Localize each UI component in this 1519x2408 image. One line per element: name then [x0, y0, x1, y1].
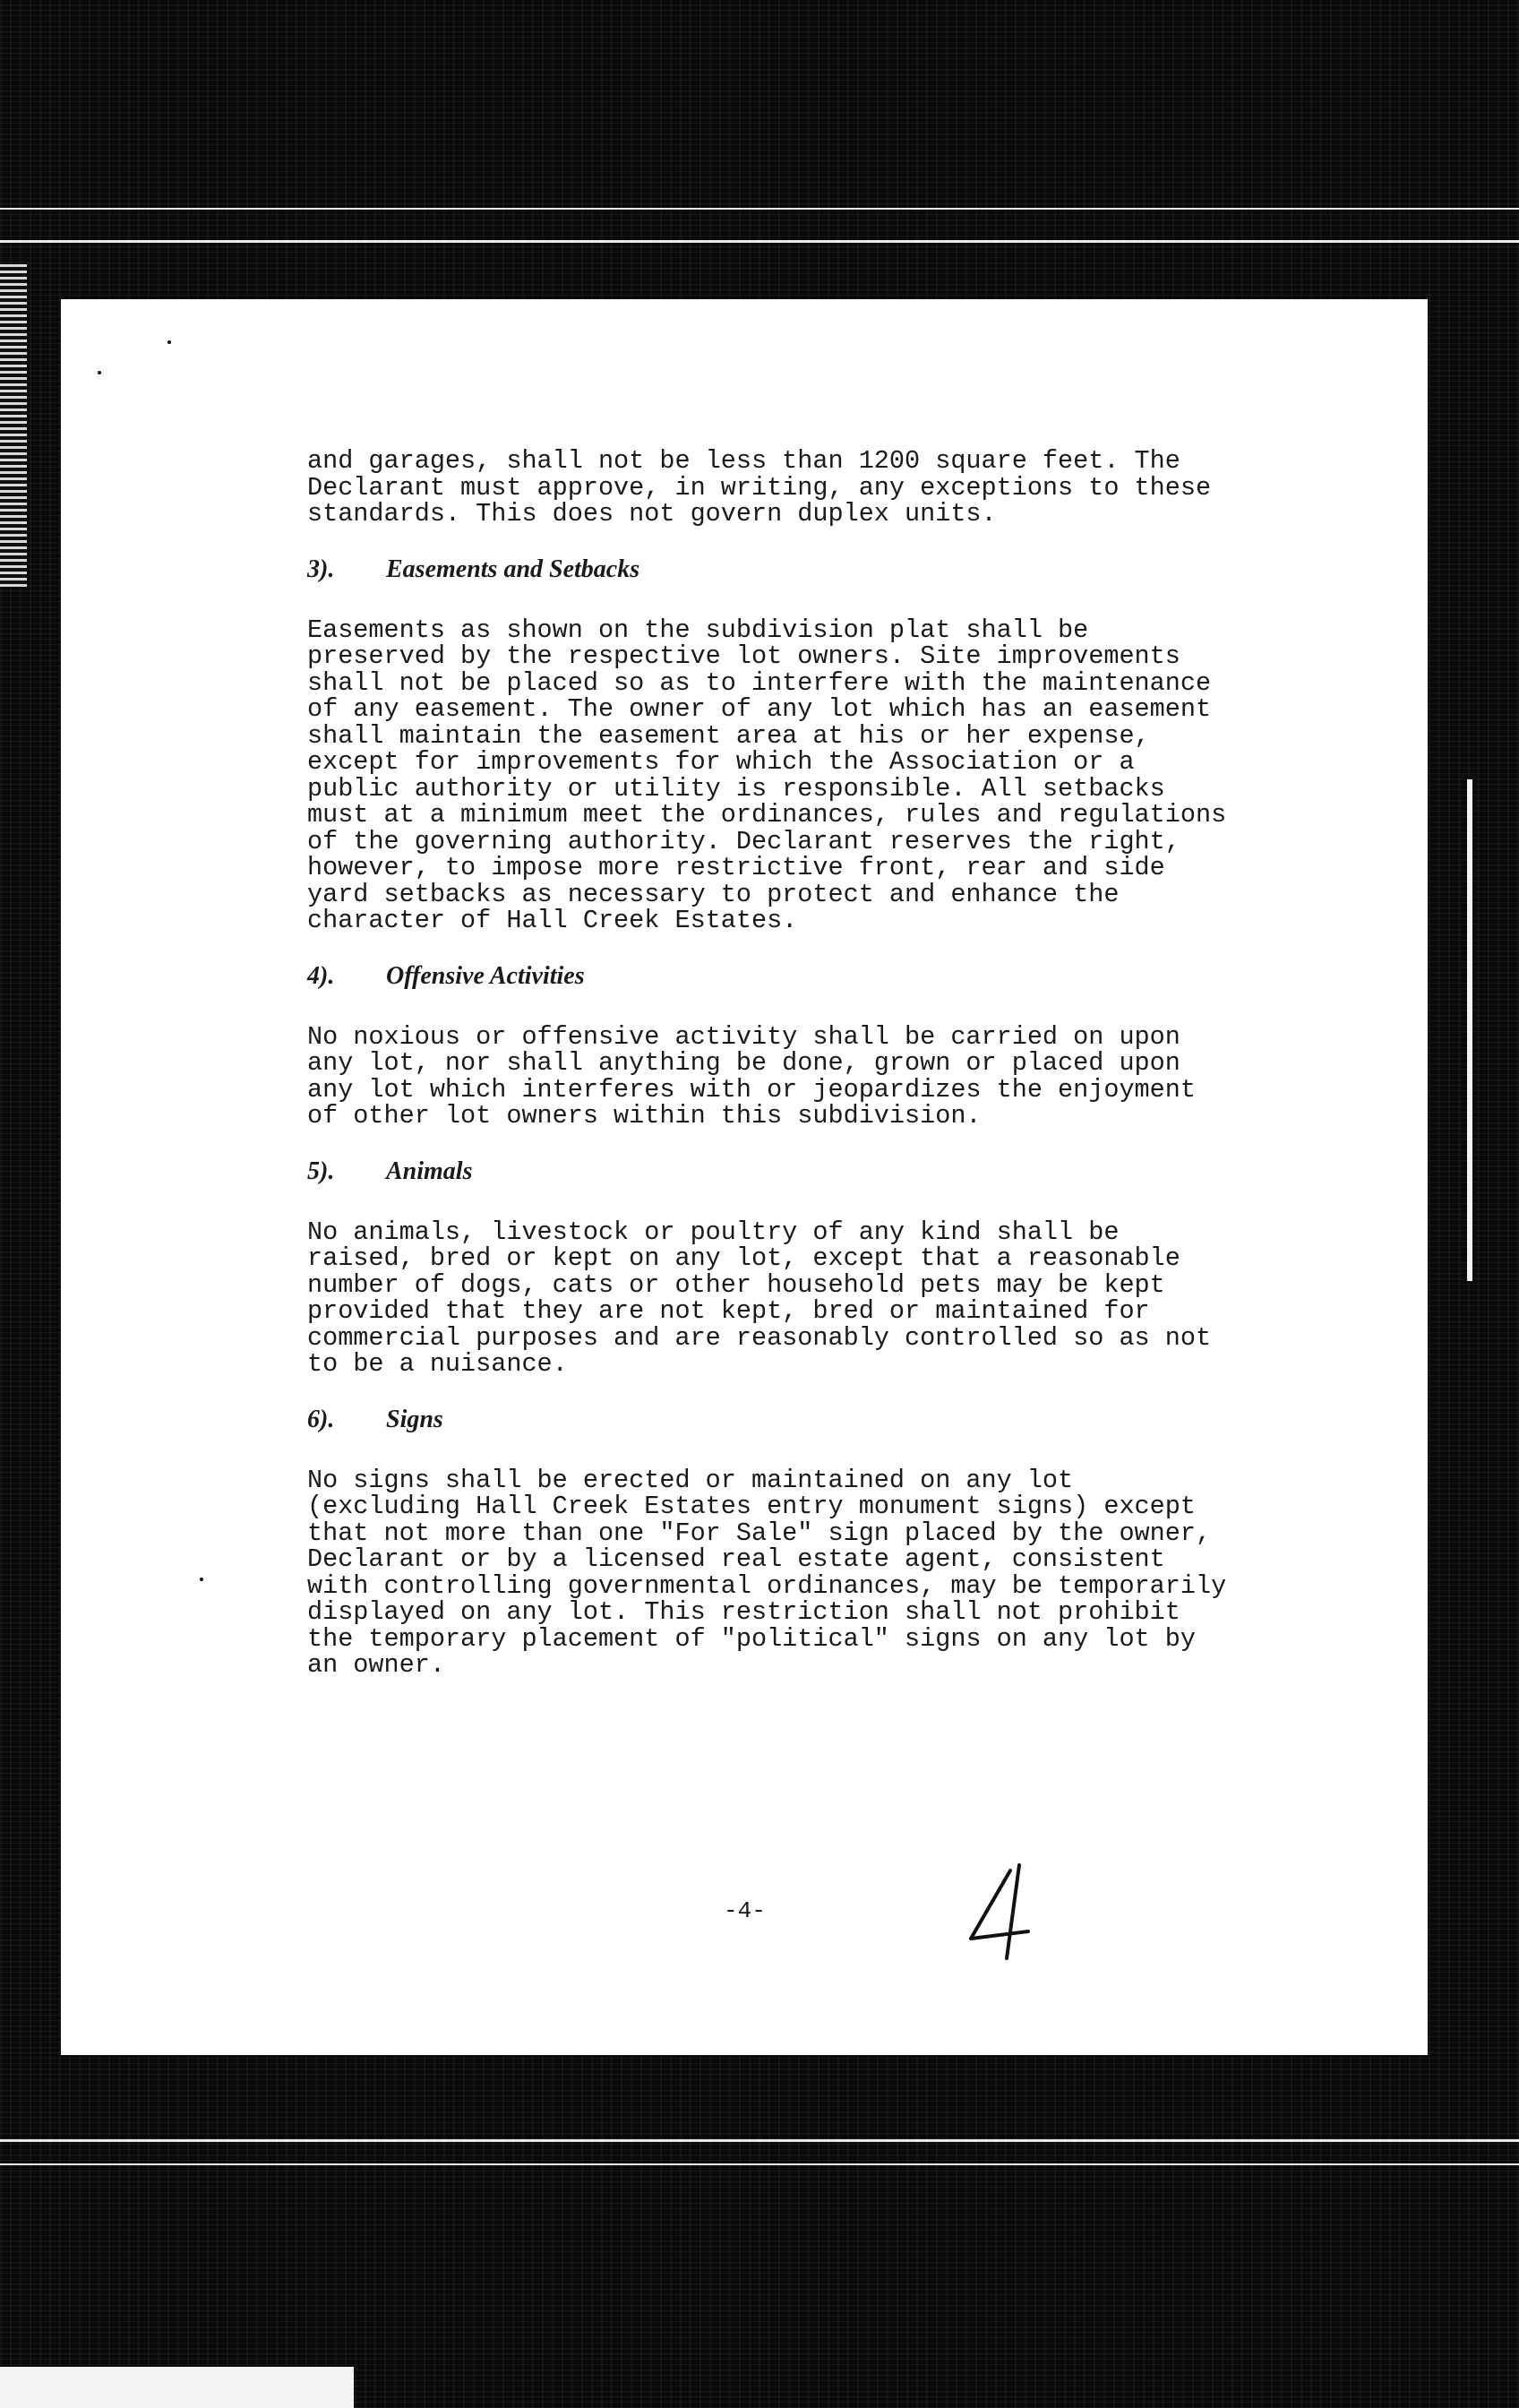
section-heading [307, 1158, 1346, 1185]
speck [200, 1578, 203, 1581]
speck [167, 340, 171, 344]
section-title: Easements and Setbacks [386, 555, 640, 583]
scanner-edge-strip [0, 264, 27, 587]
section-text: No noxious or offensive activity shall be carried on upon any lot, nor shall anything be done, grown or placed upon any lot which interferes with or jeopardizes the enjoyment of other lot owners within this subdivision. [307, 1021, 1196, 1131]
document-body [307, 448, 1346, 1707]
scan-line-bottom-2 [0, 2163, 1519, 2165]
speck [98, 371, 101, 374]
section-signs [307, 1406, 1346, 1679]
section-animals [307, 1158, 1346, 1378]
section-title: Animals [386, 1157, 473, 1185]
section-heading [307, 963, 1346, 990]
scanner-corner-patch [0, 2367, 354, 2408]
handwritten-page-number [965, 1863, 1037, 1962]
scan-line-top-1 [0, 208, 1519, 210]
section-easements [307, 556, 1346, 934]
section-title: Signs [386, 1405, 443, 1433]
scanner-right-mark [1467, 779, 1472, 1281]
section-title: Offensive Activities [386, 961, 585, 990]
scan-line-top-2 [0, 240, 1519, 243]
section-offensive-activities [307, 963, 1346, 1130]
section-heading [307, 556, 1346, 583]
section-text: No signs shall be erected or maintained on any lot (excluding Hall Creek Estates entry monument signs) except that not more than one "For Sale" sign placed by the owner, Declarant or by a licensed real estate agent, consistent with controlling governmental ordinances, may be temporarily displayed on any lot. This restriction shall not prohibit the temporary placement of "political" signs on any lot by an owner. [307, 1465, 1227, 1680]
intro-paragraph: and garages, shall not be less than 1200 square feet. The Declarant must approve, in writing, any exceptions to these standards. This does not govern duplex units. [307, 446, 1212, 529]
scan-line-bottom-1 [0, 2139, 1519, 2142]
section-number: 5). [307, 1157, 335, 1185]
section-text: No animals, livestock or poultry of any kind shall be raised, bred or kept on any lot, except that a reasonable number of dogs, cats or other household pets may be kept provided that they are not kept, bred or maintained for commercial purposes and are reasonably controlled so as not to be a nuisance. [307, 1217, 1212, 1379]
section-number: 6). [307, 1405, 335, 1433]
section-heading [307, 1406, 1346, 1433]
section-text: Easements as shown on the subdivision plat shall be preserved by the respective lot owners. Site improvements shall not be placed so as to interfere with the maintenance of any easement. The owner of any lot which has an easement shall maintain the easement area at his or her expense, except for improvements for which the Association or a public authority or utility is responsible. All setbacks must at a minimum meet the ordinances, rules and regulations of the governing authority. Declarant reserves the right, however, to impose more restrictive front, rear and side yard setbacks as necessary to protect and enhance the character of Hall Creek Estates. [307, 615, 1227, 935]
document-page [61, 299, 1428, 2055]
page-number: -4- [724, 1897, 766, 1924]
section-number: 3). [307, 555, 335, 583]
section-number: 4). [307, 961, 335, 990]
